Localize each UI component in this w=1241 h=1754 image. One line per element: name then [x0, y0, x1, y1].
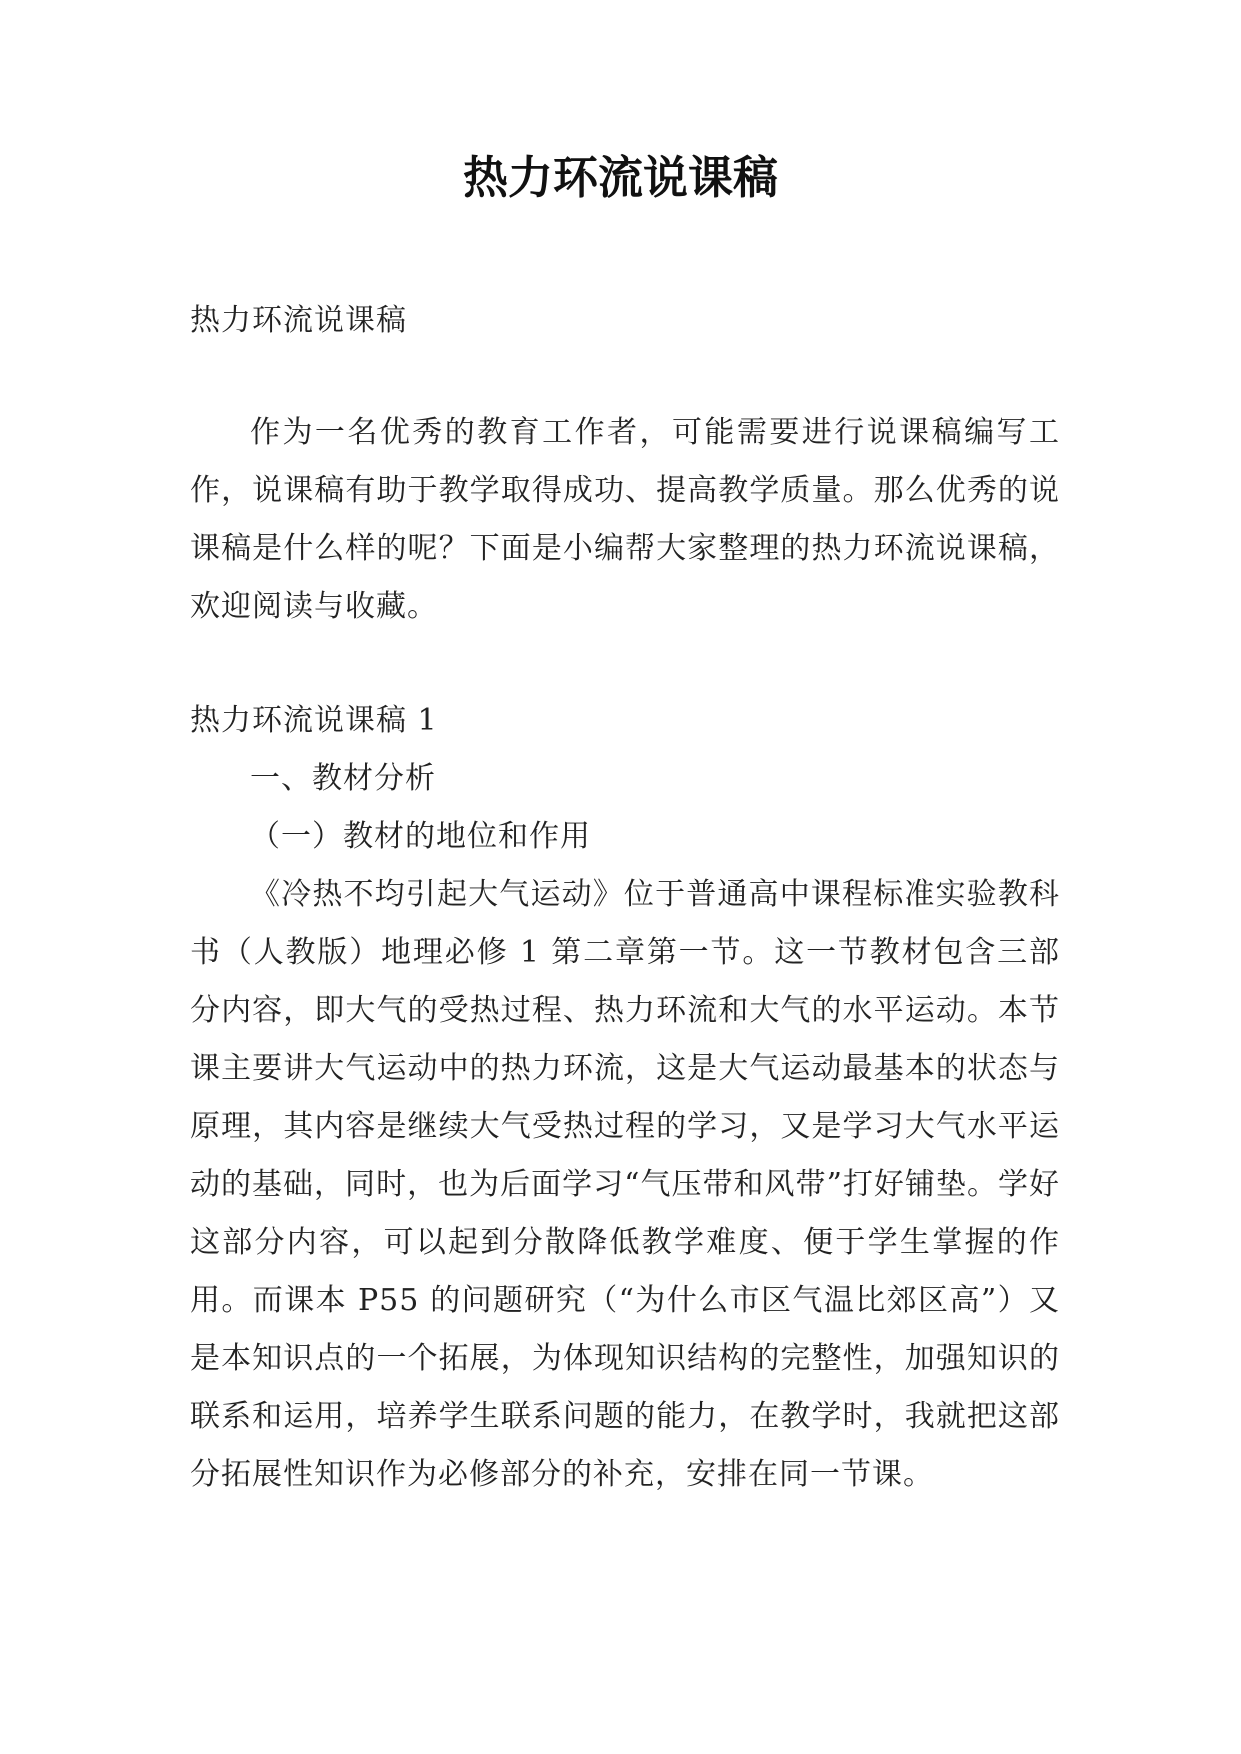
document-title: 热力环流说课稿 [462, 151, 778, 204]
section-heading: 热力环流说课稿 1 [190, 703, 438, 738]
document-subtitle: 热力环流说课稿 [190, 303, 407, 338]
spacer [190, 350, 1060, 404]
heading-teaching-material-analysis: 一、教材分析 [250, 761, 436, 796]
document-body [190, 292, 1060, 1504]
intro-paragraph: 作为一名优秀的教育工作者，可能需要进行说课稿编写工作，说课稿有助于教学取得成功、提高教学质量。那么优秀的说课稿是什么样的呢？下面是小编帮大家整理的热力环流说课稿，欢迎阅读与收藏。 [190, 415, 1060, 624]
spacer [190, 636, 1060, 692]
heading-status-and-role: （一）教材的地位和作用 [250, 819, 591, 854]
body-paragraph: 《冷热不均引起大气运动》位于普通高中课程标准实验教科书（人教版）地理必修 1 第二章第一节。这一节教材包含三部分内容，即大气的受热过程、热力环流和大气的水平运动。本节课主要讲大气运动中的热力环流，这是大气运动最基本的状态与原理，其内容是继续大气受热过程的学习，又是学习大气水平运动的基础，同时，也为后面学习“气压带和风带”打好铺垫。学好这部分内容，可以起到分散降低教学难度、便于学生掌握的作用。而课本 P55 的问题研究（“为什么市区气温比郊区高”）又是本知识点的一个拓展，为体现知识结构的完整性，加强知识的联系和运用，培养学生联系问题的能力，在教学时，我就把这部分拓展性知识作为必修部分的补充，安排在同一节课。 [190, 877, 1060, 1492]
